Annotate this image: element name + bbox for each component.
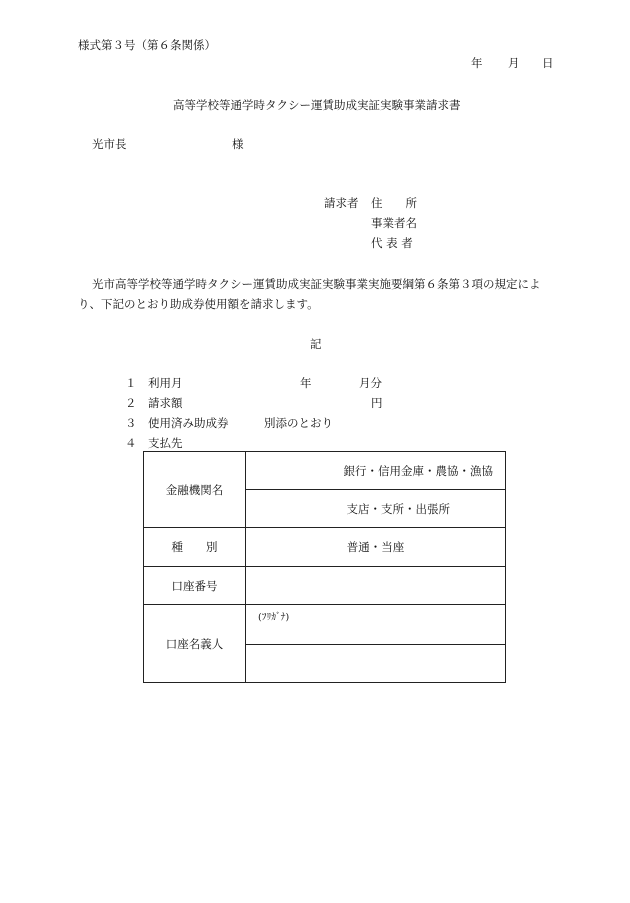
item-2-yen: 円 [371,396,383,410]
date-day: 日 [542,56,554,70]
furigana-cell [246,605,506,645]
claimant-representative-label: 代 表 者 [371,236,413,250]
account-number-cell [246,567,506,605]
account-number-label: 口座番号 [144,567,246,605]
institution-types: 銀行・信用金庫・農協・漁協 [343,463,493,478]
furigana-label: (ﾌﾘｶﾞﾅ) [258,612,290,623]
claimant-business-label: 事業者名 [371,216,417,230]
branch-types-cell [246,490,506,528]
item-4-number: ４ [125,436,137,450]
account-holder-label: 口座名義人 [144,605,246,683]
account-type-label: 種 別 [144,528,246,567]
form-number: 様式第３号（第６条関係） [78,38,216,52]
ki-heading: 記 [310,337,322,351]
claimant-label: 請求者 [324,196,359,210]
document-title: 高等学校等通学時タクシー運賃助成実証実験事業請求書 [173,98,461,112]
account-type-cell [246,528,506,567]
date-year: 年 [471,56,483,70]
institution-types-cell [246,452,506,490]
item-1-number: １ [125,376,137,390]
account-type-options: 普通・当座 [346,540,405,554]
claimant-address-label: 住 所 [371,196,417,210]
branch-types: 支店・支所・出張所 [346,501,450,516]
item-3-number: ３ [125,416,137,430]
item-3-value: 別添のとおり [264,416,333,430]
payment-account-table [143,451,506,683]
body-line-2: り、下記のとおり助成券使用額を請求します。 [78,297,319,311]
item-3-label: 使用済み助成券 [148,416,229,430]
account-holder-cell [246,645,506,683]
addressee-honorific: 様 [232,137,244,151]
item-4-label: 支払先 [148,436,183,450]
addressee-name: 光市長 [92,137,127,151]
body-line-1: 光市高等学校等通学時タクシー運賃助成実証実験事業実施要綱第６条第３項の規定によ [92,277,541,291]
item-1-month: 月分 [359,376,382,390]
date-month: 月 [508,56,520,70]
item-1-label: 利用月 [148,376,183,390]
item-2-label: 請求額 [148,396,183,410]
item-1-year: 年 [300,376,312,390]
institution-name-label: 金融機関名 [144,452,246,528]
item-2-number: ２ [125,396,137,410]
